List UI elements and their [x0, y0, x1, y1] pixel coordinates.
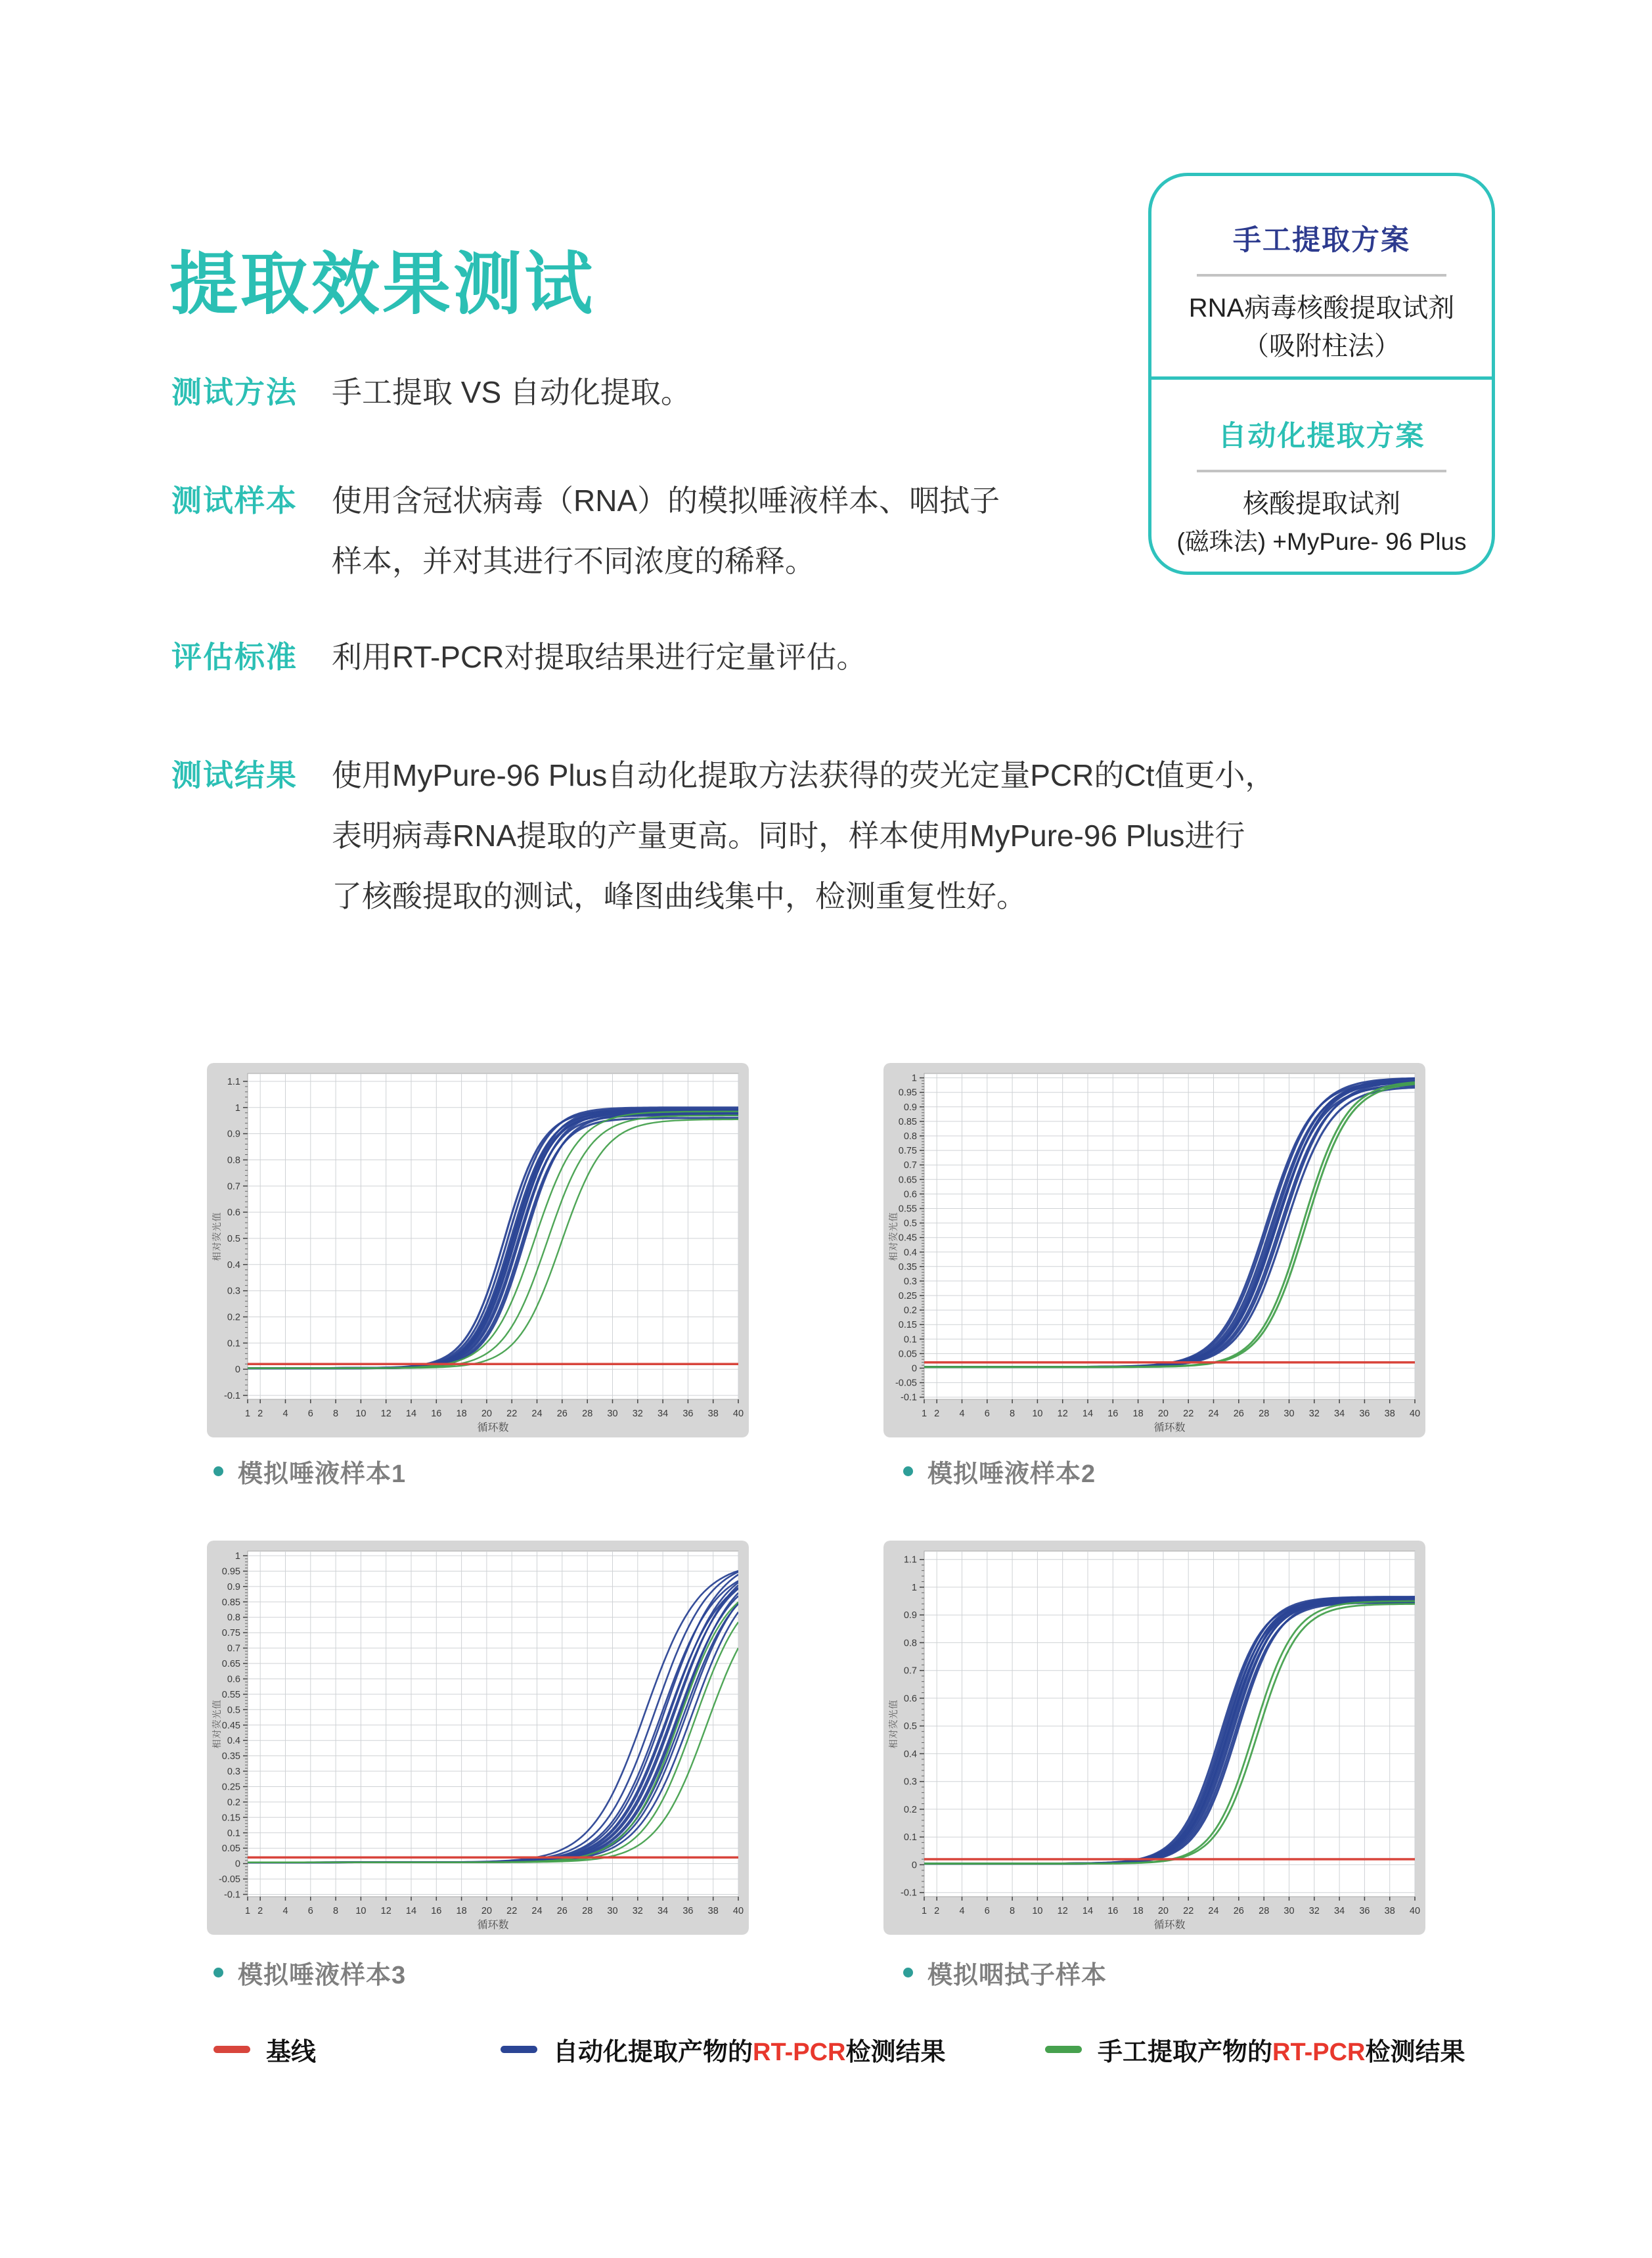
svg-text:20: 20 [1157, 1409, 1169, 1419]
svg-text:相对荧光值: 相对荧光值 [212, 1699, 222, 1749]
chart-caption-label: 模拟唾液样本1 [238, 1460, 407, 1488]
svg-text:循环数: 循环数 [477, 1422, 509, 1434]
svg-text:0: 0 [911, 1363, 917, 1374]
svg-text:0.6: 0.6 [227, 1674, 240, 1685]
legend-item-manual [1045, 2031, 1465, 2067]
svg-text:0.3: 0.3 [903, 1776, 917, 1788]
svg-text:14: 14 [405, 1409, 417, 1419]
svg-text:0.05: 0.05 [898, 1349, 917, 1360]
svg-text:34: 34 [1334, 1409, 1345, 1419]
qpcr-chart-saliva-sample-3 [207, 1541, 749, 1935]
svg-text:1: 1 [921, 1906, 927, 1916]
svg-text:0.1: 0.1 [903, 1334, 917, 1345]
svg-text:-0.1: -0.1 [224, 1889, 240, 1901]
svg-text:22: 22 [1183, 1409, 1194, 1419]
svg-text:2: 2 [934, 1906, 940, 1916]
svg-text:0.3: 0.3 [903, 1276, 917, 1287]
svg-text:0.45: 0.45 [898, 1232, 917, 1244]
svg-text:0.75: 0.75 [221, 1628, 240, 1639]
svg-text:34: 34 [658, 1409, 669, 1419]
svg-text:4: 4 [959, 1906, 965, 1916]
svg-text:28: 28 [582, 1409, 593, 1419]
svg-text:0.6: 0.6 [903, 1693, 917, 1704]
svg-text:1: 1 [234, 1102, 240, 1114]
svg-text:28: 28 [582, 1906, 593, 1916]
qpcr-chart-throat-swab-sample [883, 1541, 1425, 1935]
svg-text:26: 26 [556, 1409, 568, 1419]
svg-text:0.35: 0.35 [221, 1751, 240, 1762]
svg-text:32: 32 [1308, 1906, 1320, 1916]
section-text [332, 362, 691, 422]
chart-svg [207, 1063, 749, 1437]
svg-text:2: 2 [257, 1409, 263, 1419]
svg-text:2: 2 [257, 1906, 263, 1916]
svg-text:20: 20 [481, 1906, 492, 1916]
section-text [332, 627, 866, 687]
svg-text:10: 10 [355, 1409, 367, 1419]
section-text [332, 470, 1000, 591]
qpcr-chart-saliva-sample-2 [883, 1063, 1425, 1437]
chart-caption-label: 模拟咽拭子样本 [927, 1962, 1107, 1989]
svg-text:循环数: 循环数 [1153, 1920, 1186, 1931]
text-line: 样本，并对其进行不同浓度的稀释。 [332, 544, 815, 578]
svg-text:26: 26 [1233, 1906, 1244, 1916]
chart-caption [903, 1954, 1107, 1991]
section-test-result [171, 745, 1275, 926]
auto-scheme-line-2: (磁珠法) +MyPure- 96 Plus [1176, 528, 1467, 555]
svg-text:1: 1 [921, 1409, 927, 1419]
legend-item-baseline [213, 2031, 316, 2067]
svg-text:0.1: 0.1 [227, 1828, 240, 1839]
svg-text:38: 38 [1384, 1906, 1395, 1916]
manual-scheme-heading: 手工提取方案 [1233, 225, 1410, 256]
svg-text:0.65: 0.65 [898, 1175, 917, 1186]
text-line: 使用含冠状病毒（RNA）的模拟唾液样本、咽拭子 [332, 484, 1000, 518]
svg-text:0.85: 0.85 [221, 1597, 240, 1608]
svg-text:0.7: 0.7 [903, 1665, 917, 1677]
svg-text:40: 40 [1409, 1409, 1421, 1419]
svg-text:-0.05: -0.05 [218, 1874, 240, 1885]
section-test-sample [171, 470, 1000, 591]
bullet-icon [213, 1466, 223, 1476]
chart-svg [207, 1541, 749, 1935]
section-text [332, 745, 1275, 926]
svg-text:1: 1 [911, 1073, 917, 1084]
svg-text:循环数: 循环数 [477, 1920, 509, 1931]
text-line: 利用RT-PCR对提取结果进行定量评估。 [332, 640, 867, 674]
svg-text:-0.05: -0.05 [895, 1378, 917, 1389]
svg-text:0.85: 0.85 [898, 1116, 917, 1127]
svg-text:22: 22 [506, 1906, 518, 1916]
svg-text:36: 36 [682, 1906, 694, 1916]
svg-text:1: 1 [244, 1906, 251, 1916]
svg-text:0.35: 0.35 [898, 1261, 917, 1273]
legend-manual-swatch [1045, 2046, 1082, 2053]
svg-text:0.5: 0.5 [227, 1234, 240, 1244]
svg-text:8: 8 [1010, 1409, 1016, 1419]
svg-text:12: 12 [1057, 1409, 1068, 1419]
svg-text:34: 34 [1334, 1906, 1345, 1916]
svg-text:0: 0 [234, 1859, 240, 1870]
svg-text:0.2: 0.2 [227, 1312, 240, 1323]
svg-text:2: 2 [934, 1409, 940, 1419]
svg-text:0.65: 0.65 [221, 1659, 240, 1669]
svg-text:0: 0 [234, 1365, 240, 1376]
svg-text:28: 28 [1259, 1409, 1270, 1419]
svg-text:0.25: 0.25 [898, 1291, 917, 1301]
svg-text:38: 38 [1384, 1409, 1395, 1419]
manual-scheme-section [1151, 176, 1492, 376]
svg-text:相对荧光值: 相对荧光值 [888, 1211, 899, 1261]
svg-text:26: 26 [1233, 1409, 1244, 1419]
svg-text:0.2: 0.2 [903, 1804, 917, 1815]
svg-text:0.8: 0.8 [903, 1638, 917, 1649]
svg-text:12: 12 [380, 1906, 391, 1916]
heading-underline [1197, 470, 1446, 472]
section-label: 测试结果 [171, 758, 298, 792]
chart-svg [883, 1063, 1425, 1437]
svg-text:22: 22 [506, 1409, 518, 1419]
section-evaluation-standard [171, 627, 866, 687]
svg-text:-0.1: -0.1 [901, 1887, 917, 1899]
legend-label: 基线 [266, 2039, 317, 2066]
svg-text:6: 6 [984, 1906, 990, 1916]
svg-text:6: 6 [307, 1409, 313, 1419]
chart-caption [903, 1453, 1096, 1489]
svg-text:36: 36 [682, 1409, 694, 1419]
svg-text:32: 32 [632, 1906, 643, 1916]
svg-text:30: 30 [1284, 1906, 1295, 1916]
svg-text:40: 40 [1409, 1906, 1421, 1916]
text-line: 使用MyPure-96 Plus自动化提取方法获得的荧光定量PCR的Ct值更小， [332, 758, 1276, 792]
svg-text:32: 32 [632, 1409, 643, 1419]
svg-text:18: 18 [456, 1409, 467, 1419]
svg-text:4: 4 [282, 1906, 288, 1916]
svg-text:0.4: 0.4 [903, 1749, 917, 1760]
extraction-scheme-box [1148, 173, 1495, 575]
svg-text:28: 28 [1259, 1906, 1270, 1916]
svg-text:0.8: 0.8 [227, 1612, 240, 1623]
svg-text:30: 30 [607, 1409, 618, 1419]
heading-underline [1197, 274, 1446, 277]
svg-text:30: 30 [1284, 1409, 1295, 1419]
svg-text:0.15: 0.15 [898, 1320, 917, 1331]
page-title: 提取效果测试 [169, 246, 596, 323]
svg-text:0.5: 0.5 [227, 1705, 240, 1716]
svg-text:0.55: 0.55 [898, 1204, 917, 1215]
auto-scheme-heading: 自动化提取方案 [1218, 420, 1425, 452]
svg-text:0.95: 0.95 [221, 1566, 240, 1577]
legend-label: 自动化提取产物的RT-PCR检测结果 [553, 2039, 946, 2066]
svg-text:循环数: 循环数 [1153, 1422, 1186, 1434]
svg-text:12: 12 [1057, 1906, 1068, 1916]
svg-text:0.4: 0.4 [227, 1736, 240, 1747]
svg-text:0.25: 0.25 [221, 1782, 240, 1793]
svg-text:8: 8 [1010, 1906, 1016, 1916]
svg-text:32: 32 [1308, 1409, 1320, 1419]
svg-text:20: 20 [1157, 1906, 1169, 1916]
svg-text:相对荧光值: 相对荧光值 [888, 1699, 899, 1749]
auto-scheme-section [1151, 380, 1492, 572]
svg-text:0.45: 0.45 [221, 1720, 240, 1731]
svg-text:10: 10 [1032, 1409, 1043, 1419]
svg-text:-0.1: -0.1 [901, 1392, 917, 1403]
svg-text:12: 12 [380, 1409, 391, 1419]
svg-text:0.75: 0.75 [898, 1146, 917, 1157]
svg-text:0.8: 0.8 [903, 1131, 917, 1142]
qpcr-chart-saliva-sample-1 [207, 1063, 749, 1437]
svg-text:40: 40 [732, 1409, 744, 1419]
chart-caption [213, 1453, 406, 1489]
svg-text:24: 24 [531, 1409, 543, 1419]
svg-text:0.2: 0.2 [903, 1305, 917, 1317]
svg-text:30: 30 [607, 1906, 618, 1916]
svg-text:0.95: 0.95 [898, 1087, 917, 1098]
svg-text:-0.1: -0.1 [224, 1391, 240, 1401]
bullet-icon [903, 1466, 913, 1476]
svg-text:14: 14 [1082, 1906, 1094, 1916]
svg-text:0.6: 0.6 [903, 1189, 917, 1200]
svg-text:16: 16 [1107, 1906, 1119, 1916]
chart-svg [883, 1541, 1425, 1935]
section-test-method [171, 362, 691, 422]
svg-text:0.7: 0.7 [227, 1643, 240, 1654]
svg-text:22: 22 [1183, 1906, 1194, 1916]
svg-text:36: 36 [1359, 1409, 1370, 1419]
legend-baseline-swatch [213, 2046, 250, 2053]
svg-text:1: 1 [244, 1409, 251, 1419]
svg-text:0.9: 0.9 [903, 1102, 917, 1113]
svg-text:26: 26 [556, 1906, 568, 1916]
text-line: 手工提取 VS 自动化提取。 [332, 375, 691, 409]
svg-text:0.3: 0.3 [227, 1767, 240, 1777]
chart-caption-label: 模拟唾液样本2 [927, 1460, 1096, 1488]
svg-text:16: 16 [431, 1409, 442, 1419]
section-label: 评估标准 [171, 640, 298, 674]
svg-text:0.55: 0.55 [221, 1689, 240, 1700]
chart-caption [213, 1954, 406, 1991]
svg-text:36: 36 [1359, 1906, 1370, 1916]
svg-text:0.1: 0.1 [903, 1832, 917, 1843]
svg-text:0.9: 0.9 [903, 1610, 917, 1621]
svg-text:1: 1 [234, 1551, 240, 1562]
svg-text:18: 18 [1132, 1906, 1144, 1916]
svg-text:10: 10 [1032, 1906, 1043, 1916]
svg-text:1.1: 1.1 [903, 1554, 917, 1566]
svg-text:0.15: 0.15 [221, 1813, 240, 1824]
svg-text:0.5: 0.5 [903, 1218, 917, 1229]
svg-text:0.9: 0.9 [227, 1581, 240, 1592]
svg-text:0.7: 0.7 [903, 1160, 917, 1171]
svg-text:18: 18 [456, 1906, 467, 1916]
svg-text:10: 10 [355, 1906, 367, 1916]
svg-text:24: 24 [531, 1906, 543, 1916]
text-line: 了核酸提取的测试，峰图曲线集中，检测重复性好。 [332, 879, 1027, 913]
svg-text:0.4: 0.4 [903, 1247, 917, 1258]
svg-text:38: 38 [707, 1409, 719, 1419]
svg-text:14: 14 [405, 1906, 417, 1916]
svg-text:0.7: 0.7 [227, 1181, 240, 1192]
svg-text:24: 24 [1208, 1906, 1219, 1916]
svg-text:1.1: 1.1 [227, 1077, 240, 1087]
svg-text:14: 14 [1082, 1409, 1094, 1419]
manual-scheme-line-1: RNA病毒核酸提取试剂 [1188, 294, 1455, 323]
svg-text:0.2: 0.2 [227, 1797, 240, 1808]
bullet-icon [213, 1968, 223, 1977]
svg-text:0.5: 0.5 [903, 1721, 917, 1732]
section-label: 测试样本 [171, 484, 298, 518]
bullet-icon [903, 1968, 913, 1977]
svg-text:16: 16 [431, 1906, 442, 1916]
section-label: 测试方法 [171, 375, 298, 409]
legend-automated-swatch [501, 2046, 537, 2053]
svg-text:0.6: 0.6 [227, 1208, 240, 1219]
svg-text:0.4: 0.4 [227, 1259, 240, 1271]
svg-text:0.1: 0.1 [227, 1338, 240, 1349]
auto-scheme-line-1: 核酸提取试剂 [1243, 489, 1400, 518]
svg-text:6: 6 [307, 1906, 313, 1916]
svg-text:18: 18 [1132, 1409, 1144, 1419]
svg-text:8: 8 [333, 1906, 339, 1916]
svg-text:4: 4 [282, 1409, 288, 1419]
chart-caption-label: 模拟唾液样本3 [238, 1962, 407, 1989]
svg-text:0.05: 0.05 [221, 1843, 240, 1855]
svg-text:0: 0 [911, 1860, 917, 1871]
legend-item-automated [501, 2031, 945, 2067]
svg-text:0.8: 0.8 [227, 1155, 240, 1166]
svg-text:0.3: 0.3 [227, 1286, 240, 1297]
svg-text:24: 24 [1208, 1409, 1219, 1419]
svg-text:16: 16 [1107, 1409, 1119, 1419]
svg-text:相对荧光值: 相对荧光值 [212, 1211, 222, 1261]
svg-text:38: 38 [707, 1906, 719, 1916]
legend-label: 手工提取产物的RT-PCR检测结果 [1098, 2039, 1465, 2066]
svg-text:20: 20 [481, 1409, 492, 1419]
svg-text:0.9: 0.9 [227, 1129, 240, 1140]
svg-text:1: 1 [911, 1582, 917, 1593]
svg-text:34: 34 [658, 1906, 669, 1916]
svg-text:4: 4 [959, 1409, 965, 1419]
manual-scheme-line-2: （吸附柱法） [1243, 332, 1400, 361]
svg-text:40: 40 [732, 1906, 744, 1916]
svg-text:6: 6 [984, 1409, 990, 1419]
svg-text:8: 8 [333, 1409, 339, 1419]
text-line: 表明病毒RNA提取的产量更高。同时，样本使用MyPure-96 Plus进行 [332, 819, 1245, 853]
